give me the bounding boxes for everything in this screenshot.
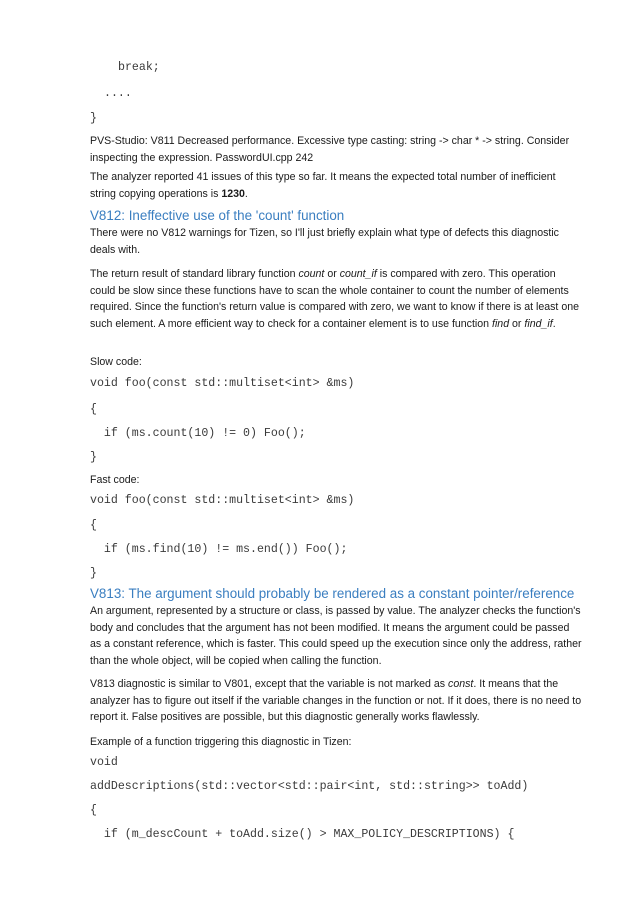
code-line-closing-brace: } bbox=[90, 112, 97, 125]
v812-intro: There were no V812 warnings for Tizen, so I'll just briefly explain what type of defects this diagnostic deals with. bbox=[90, 227, 559, 256]
v813-paragraph-2 bbox=[90, 676, 582, 726]
slow-code-line-1: void foo(const std::multiset<int> &ms) bbox=[90, 377, 355, 390]
fast-code-line-3: if (ms.find(10) != ms.end()) Foo(); bbox=[90, 543, 348, 556]
slow-code-label: Slow code: bbox=[90, 356, 142, 368]
warning-message: PVS-Studio: V811 Decreased performance. Excessive type casting: string -> char * -> string. Consider inspecting the expression. PasswordUI.cpp 242 bbox=[90, 135, 570, 164]
v812-text-4: or bbox=[509, 317, 525, 330]
issue-count-end: . bbox=[244, 187, 248, 200]
v813-text-1: V813 diagnostic is similar to V801, except that the variable is not marked as bbox=[90, 678, 449, 690]
v813-paragraph-1: An argument, represented by a structure or class, is passed by value. The analyzer checks the function's body and concludes that the argument has not been modified. It means the argument could be passed as a constant reference, which is faster. This could speed up the execution since only the address, rather than the whole object, will be copied when calling the function. bbox=[90, 605, 582, 667]
v812-text-3: is compared with zero. This operation could be slow since these functions have to scan the whole container to count the number of elements required. Since the function's return value is compared with zero, we want to know if there is at least one such element. A more efficient way to check for a container element is to use function bbox=[90, 268, 579, 330]
v813-code-line-2: addDescriptions(std::vector<std::pair<int, std::string>> toAdd) bbox=[90, 780, 529, 793]
code-line-ellipsis: .... bbox=[104, 87, 132, 100]
slow-code-line-3: if (ms.count(10) != 0) Foo(); bbox=[90, 427, 306, 440]
fast-code-line-1: void foo(const std::multiset<int> &ms) bbox=[90, 494, 355, 507]
v813-heading: V813: The argument should probably be rendered as a constant pointer/reference bbox=[90, 586, 575, 601]
v812-italic-find-if: find_if bbox=[524, 317, 553, 330]
issue-count-paragraph bbox=[90, 169, 582, 202]
slow-code-line-4: } bbox=[90, 451, 97, 464]
v812-text-1: The return result of standard library function bbox=[90, 268, 299, 280]
v813-text-2: . It means that the analyzer has to figure out itself if the variable changes in the function or not. If it does, there is no need to report it. False positives are possible, but this diagnostic generally works flawlessly. bbox=[90, 678, 582, 724]
issue-count-number: 1230 bbox=[221, 187, 245, 200]
code-line-break: break; bbox=[118, 61, 160, 74]
v813-italic-const: const bbox=[448, 678, 474, 690]
slow-code-line-2: { bbox=[90, 403, 97, 416]
v813-code-line-4: if (m_descCount + toAdd.size() > MAX_POLICY_DESCRIPTIONS) { bbox=[90, 828, 515, 841]
v812-heading: V812: Ineffective use of the 'count' function bbox=[90, 208, 345, 223]
fast-code-line-2: { bbox=[90, 519, 97, 532]
v812-text-2: or bbox=[324, 268, 340, 280]
fast-code-line-4: } bbox=[90, 567, 97, 580]
v812-italic-count-if: count_if bbox=[339, 268, 377, 280]
v812-italic-count: count bbox=[298, 268, 325, 280]
v813-code-line-1: void bbox=[90, 756, 118, 769]
issue-count-text: The analyzer reported 41 issues of this type so far. It means the expected total number of inefficient string copying operations is bbox=[90, 171, 556, 200]
v813-code-line-3: { bbox=[90, 804, 97, 817]
fast-code-label: Fast code: bbox=[90, 474, 140, 486]
v812-text-5: . bbox=[552, 317, 556, 330]
v812-italic-find: find bbox=[492, 317, 510, 330]
v812-explanation bbox=[90, 266, 582, 332]
v813-example-label: Example of a function triggering this diagnostic in Tizen: bbox=[90, 736, 352, 748]
